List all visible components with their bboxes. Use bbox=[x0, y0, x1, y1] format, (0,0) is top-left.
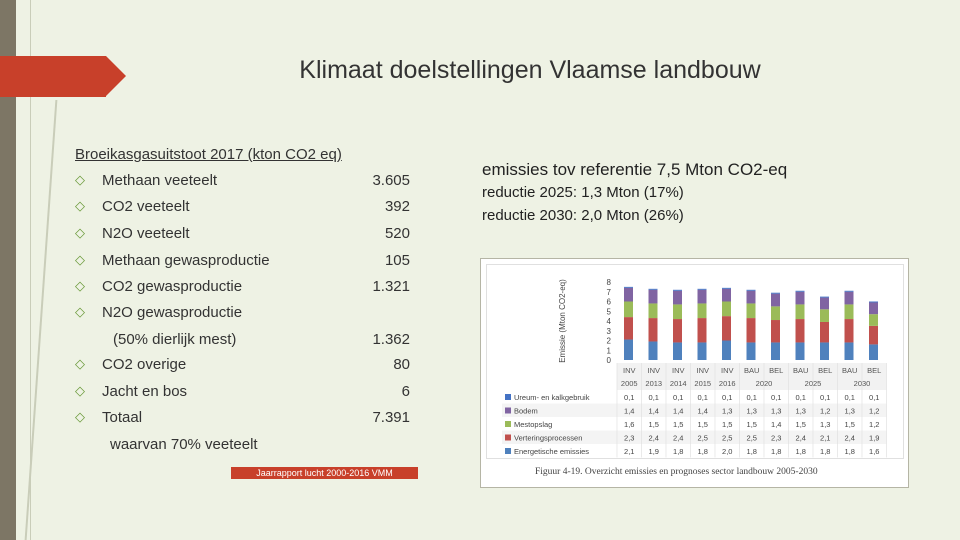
table-cell: 1,3 bbox=[820, 420, 831, 429]
bar-segment bbox=[698, 318, 707, 342]
list-item-value: 392 bbox=[384, 198, 410, 215]
list-item-label: N2O veeteelt bbox=[102, 225, 190, 242]
bar-segment bbox=[673, 291, 682, 305]
table-cell: 1,5 bbox=[722, 420, 733, 429]
list-item-label: Totaal bbox=[102, 409, 143, 426]
reduction-2030: reductie 2030: 2,0 Mton (26%) bbox=[482, 207, 684, 224]
table-cell: 2,5 bbox=[746, 433, 757, 443]
legend-label: Energetische emissies bbox=[514, 447, 590, 456]
bar-segment bbox=[845, 292, 854, 305]
legend-label: Mestopslag bbox=[514, 420, 553, 429]
bar-segment bbox=[698, 289, 707, 290]
bar-segment bbox=[796, 342, 805, 360]
column-type-label: INV bbox=[696, 366, 710, 375]
bar-segment bbox=[747, 342, 756, 360]
bar-segment bbox=[796, 319, 805, 342]
bar-segment bbox=[624, 317, 633, 339]
column-year-label: 2025 bbox=[804, 379, 822, 388]
table-cell: 1,5 bbox=[673, 420, 684, 429]
list-item-value: 6 bbox=[401, 383, 410, 400]
table-cell: 2,5 bbox=[697, 433, 708, 443]
table-cell: 0,1 bbox=[869, 393, 880, 402]
bar-segment bbox=[820, 342, 829, 360]
bar-segment bbox=[698, 342, 707, 360]
table-cell: 2,4 bbox=[648, 433, 659, 443]
table-cell: 1,5 bbox=[844, 420, 855, 429]
column-type-label: BEL bbox=[769, 366, 784, 375]
bar-segment bbox=[869, 326, 878, 345]
bar-segment bbox=[624, 340, 633, 360]
column-type-label: BAU bbox=[744, 366, 760, 375]
bar-segment bbox=[771, 320, 780, 342]
source-label: Jaarrapport lucht 2000-2016 VMM bbox=[231, 467, 418, 479]
legend-swatch bbox=[505, 421, 511, 427]
table-cell: 1,3 bbox=[795, 406, 806, 416]
bar-segment bbox=[771, 342, 780, 360]
table-cell: 2,4 bbox=[795, 433, 806, 443]
bar-segment bbox=[624, 287, 633, 288]
table-cell: 1,3 bbox=[844, 406, 855, 416]
table-cell: 1,8 bbox=[697, 447, 708, 456]
table-cell: 1,3 bbox=[722, 406, 733, 416]
table-cell: 1,3 bbox=[746, 406, 757, 416]
table-cell: 0,1 bbox=[746, 393, 757, 402]
bar-segment bbox=[845, 291, 854, 292]
diamond-bullet-icon: ◇ bbox=[75, 198, 85, 213]
table-cell: 1,4 bbox=[624, 406, 635, 416]
bar-segment bbox=[673, 342, 682, 360]
list-item-label: N2O gewasproductie bbox=[102, 304, 243, 321]
slide-title: Klimaat doelstellingen Vlaamse landbouw bbox=[299, 56, 761, 84]
y-tick-label: 2 bbox=[606, 336, 611, 346]
table-cell: 0,1 bbox=[820, 393, 831, 402]
chart-figure bbox=[480, 258, 909, 488]
column-type-label: BAU bbox=[842, 366, 858, 375]
bar-segment bbox=[747, 318, 756, 342]
table-cell: 1,4 bbox=[673, 406, 684, 416]
list-item-value: 1.362 bbox=[372, 331, 410, 348]
column-year-label: 2030 bbox=[853, 379, 871, 388]
table-cell: 2,5 bbox=[722, 433, 733, 443]
bar-segment bbox=[624, 288, 633, 302]
bar-segment bbox=[649, 341, 658, 360]
diamond-bullet-icon: ◇ bbox=[75, 409, 85, 424]
bar-segment bbox=[673, 319, 682, 342]
table-cell: 1,5 bbox=[697, 420, 708, 429]
y-tick-label: 5 bbox=[606, 307, 611, 317]
list-item-value: 1.321 bbox=[372, 278, 410, 295]
column-type-label: BEL bbox=[818, 366, 833, 375]
table-cell: 2,0 bbox=[722, 447, 733, 456]
column-year-label: 2014 bbox=[669, 379, 687, 388]
list-item-label: (50% dierlijk mest) bbox=[113, 331, 237, 348]
bar-segment bbox=[771, 306, 780, 320]
bar-segment bbox=[722, 289, 731, 302]
column-type-label: INV bbox=[622, 366, 636, 375]
column-year-label: 2013 bbox=[645, 379, 663, 388]
bar-segment bbox=[845, 304, 854, 319]
bar-segment bbox=[722, 302, 731, 317]
table-cell: 2,1 bbox=[624, 447, 635, 456]
table-cell: 1,3 bbox=[771, 406, 782, 416]
bar-segment bbox=[747, 291, 756, 304]
list-item-value: 520 bbox=[384, 225, 410, 242]
list-item-value: 7.391 bbox=[372, 409, 410, 426]
bar-segment bbox=[673, 304, 682, 319]
column-type-label: BEL bbox=[867, 366, 882, 375]
diamond-bullet-icon: ◇ bbox=[75, 225, 85, 240]
bar-segment bbox=[845, 342, 854, 360]
list-item-label: Methaan gewasproductie bbox=[102, 252, 270, 269]
figure-caption: Figuur 4-19. Overzicht emissies en prognoses sector landbouw 2005-2030 bbox=[535, 467, 818, 477]
bar-segment bbox=[845, 319, 854, 342]
table-cell: 1,5 bbox=[795, 420, 806, 429]
table-cell: 1,9 bbox=[869, 433, 880, 443]
bar-segment bbox=[771, 293, 780, 294]
diamond-bullet-icon: ◇ bbox=[75, 172, 85, 187]
legend-label: Bodem bbox=[514, 406, 538, 416]
table-cell: 1,2 bbox=[820, 406, 831, 416]
y-tick-label: 1 bbox=[606, 346, 611, 356]
legend-swatch bbox=[505, 408, 511, 414]
table-cell: 1,8 bbox=[820, 447, 831, 456]
legend-swatch bbox=[505, 394, 511, 400]
table-cell: 2,4 bbox=[673, 433, 684, 443]
bar-segment bbox=[869, 302, 878, 303]
bar-segment bbox=[796, 292, 805, 305]
table-cell: 0,1 bbox=[697, 393, 708, 402]
list-item-label: CO2 gewasproductie bbox=[102, 278, 243, 295]
y-tick-label: 4 bbox=[606, 317, 611, 326]
bar-segment bbox=[722, 288, 731, 289]
bar-segment bbox=[796, 291, 805, 292]
bar-segment bbox=[820, 298, 829, 310]
bar-segment bbox=[649, 289, 658, 290]
table-cell: 0,1 bbox=[624, 393, 635, 402]
diamond-bullet-icon: ◇ bbox=[75, 304, 85, 319]
bar-segment bbox=[820, 309, 829, 322]
table-cell: 0,1 bbox=[673, 393, 684, 402]
table-cell: 1,2 bbox=[869, 406, 880, 416]
table-cell: 1,4 bbox=[771, 420, 782, 429]
list-subnote: waarvan 70% veeteelt bbox=[110, 436, 258, 453]
column-year-label: 2016 bbox=[718, 379, 736, 388]
column-year-label: 2020 bbox=[755, 379, 773, 388]
bar-segment bbox=[649, 290, 658, 304]
table-cell: 1,8 bbox=[795, 447, 806, 456]
bar-segment bbox=[747, 290, 756, 291]
column-year-label: 2005 bbox=[620, 379, 638, 388]
list-item-label: Jacht en bos bbox=[102, 383, 188, 400]
table-cell: 1,8 bbox=[771, 447, 782, 456]
list-item-value: 105 bbox=[384, 252, 410, 269]
y-tick-label: 8 bbox=[606, 278, 611, 287]
list-item-value: 3.605 bbox=[372, 172, 410, 189]
chart-panel bbox=[486, 264, 904, 459]
legend-swatch bbox=[505, 435, 511, 441]
bar-segment bbox=[820, 322, 829, 342]
list-item-label: Methaan veeteelt bbox=[102, 172, 218, 189]
table-cell: 2,3 bbox=[624, 433, 635, 443]
table-cell: 1,8 bbox=[746, 447, 757, 456]
y-axis-label: Emissie (Mton CO2-eq) bbox=[558, 279, 567, 363]
table-cell: 1,6 bbox=[869, 447, 880, 456]
list-heading: Broeikasgasuitstoot 2017 (kton CO2 eq) bbox=[75, 146, 342, 163]
table-cell: 1,4 bbox=[697, 406, 708, 416]
table-cell: 2,1 bbox=[820, 433, 831, 443]
reference-line: emissies tov referentie 7,5 Mton CO2-eq bbox=[482, 160, 788, 179]
bar-segment bbox=[771, 294, 780, 307]
bar-segment bbox=[869, 344, 878, 360]
table-cell: 0,1 bbox=[844, 393, 855, 402]
bar-segment bbox=[820, 297, 829, 298]
bar-segment bbox=[624, 302, 633, 318]
column-type-label: INV bbox=[720, 366, 734, 375]
table-cell: 1,6 bbox=[624, 420, 635, 429]
table-cell: 1,8 bbox=[673, 447, 684, 456]
legend-label: Ureum- en kalkgebruik bbox=[514, 393, 590, 402]
table-cell: 0,1 bbox=[771, 393, 782, 402]
table-cell: 1,8 bbox=[844, 447, 855, 456]
table-cell: 0,1 bbox=[795, 393, 806, 402]
column-type-label: BAU bbox=[793, 366, 809, 375]
bar-segment bbox=[698, 290, 707, 304]
column-type-label: INV bbox=[647, 366, 661, 375]
table-cell: 1,4 bbox=[648, 406, 659, 416]
table-cell: 0,1 bbox=[722, 393, 733, 402]
column-type-label: INV bbox=[671, 366, 685, 375]
y-tick-label: 0 bbox=[606, 356, 611, 365]
diamond-bullet-icon: ◇ bbox=[75, 383, 85, 398]
diamond-bullet-icon: ◇ bbox=[75, 356, 85, 371]
bar-segment bbox=[747, 303, 756, 318]
bar-segment bbox=[649, 318, 658, 341]
diamond-bullet-icon: ◇ bbox=[75, 252, 85, 267]
reduction-2025: reductie 2025: 1,3 Mton (17%) bbox=[482, 184, 684, 201]
y-tick-label: 3 bbox=[606, 326, 611, 336]
y-tick-label: 6 bbox=[606, 297, 611, 307]
table-cell: 1,5 bbox=[746, 420, 757, 429]
bar-segment bbox=[722, 341, 731, 361]
bar-segment bbox=[722, 316, 731, 340]
bar-segment bbox=[796, 304, 805, 319]
bar-segment bbox=[698, 303, 707, 318]
legend-swatch bbox=[505, 448, 511, 454]
bar-segment bbox=[869, 314, 878, 326]
table-cell: 1,5 bbox=[648, 420, 659, 429]
bar-segment bbox=[673, 290, 682, 291]
list-item-label: CO2 overige bbox=[102, 356, 187, 373]
column-year-label: 2015 bbox=[694, 379, 712, 388]
table-cell: 0,1 bbox=[648, 393, 659, 402]
table-cell: 1,2 bbox=[869, 420, 880, 429]
diamond-bullet-icon: ◇ bbox=[75, 278, 85, 293]
table-cell: 2,4 bbox=[844, 433, 855, 443]
table-cell: 1,9 bbox=[648, 447, 659, 456]
emissions-chart bbox=[487, 265, 903, 458]
y-tick-label: 7 bbox=[606, 287, 611, 297]
legend-label: Verteringsprocessen bbox=[514, 433, 583, 443]
bar-segment bbox=[649, 303, 658, 318]
bar-segment bbox=[869, 302, 878, 314]
list-item-value: 80 bbox=[393, 356, 410, 373]
list-item-label: CO2 veeteelt bbox=[102, 198, 190, 215]
table-cell: 2,3 bbox=[771, 433, 782, 443]
